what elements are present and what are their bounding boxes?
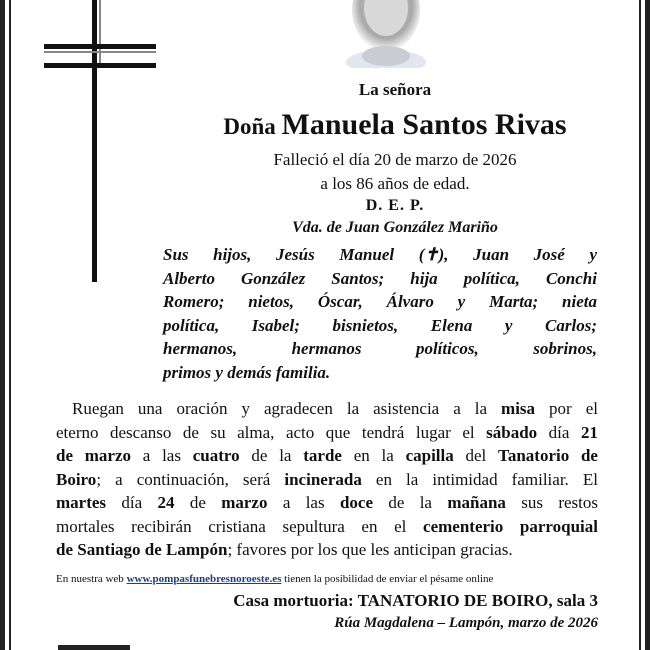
name-prefix: Doña (223, 114, 276, 139)
family-list (163, 243, 597, 384)
body-line: Boiro; a continuación, será incinerada en la intimidad familiar. El (56, 469, 598, 489)
family-line: Alberto González Santos; hija política, Conchi (163, 268, 597, 288)
funeral-home: Casa mortuoria: TANATORIO DE BOIRO, sala 3 (233, 591, 598, 610)
website-link[interactable]: www.pompasfunebresnoroeste.es (126, 573, 282, 585)
portrait-photo (336, 0, 436, 68)
place-date: Rúa Magdalena – Lampón, marzo de 2026 (334, 615, 598, 631)
ceremony-text (56, 397, 598, 562)
age-line: a los 86 años de edad. (320, 174, 470, 193)
body-line: Ruegan una oración y agradecen la asistencia a la misa por el (72, 399, 598, 418)
family-line: política, Isabel; bisnietos, Elena y Carlos; (163, 315, 597, 335)
body-line: de marzo a las cuatro de la tarde en la capilla del Tanatorio de (56, 446, 598, 465)
body-line: de Santiago de Lampón; favores por los que les anticipan gracias. (56, 540, 513, 559)
family-line: Sus hijos, Jesús Manuel (✝), Juan José y (163, 245, 597, 264)
web-notice: En nuestra web www.pompasfunebresnoroeste.es tienen la posibilidad de enviar el pésame online (56, 573, 494, 585)
company-logo (58, 645, 130, 650)
widow-line: Vda. de Juan González Mariño (292, 219, 498, 236)
family-line: Romero; nietos, Óscar, Álvaro y Marta; nieta (163, 292, 597, 311)
deceased-name-line (0, 108, 650, 142)
body-line: eterno descanso de su alma, acto que tendrá lugar el sábado día 21 (56, 422, 598, 442)
family-line: primos y demás familia. (163, 362, 331, 382)
death-date: Falleció el día 20 de marzo de 2026 (273, 150, 517, 169)
body-line: mortales recibirán cristiana sepultura en el cementerio parroquial (56, 516, 598, 536)
deceased-name: Manuela Santos Rivas (281, 108, 567, 141)
rest-in-peace: D. E. P. (365, 197, 425, 214)
family-line: hermanos, hermanos políticos, sobrinos, (163, 339, 597, 358)
intro-title: La señora (358, 80, 432, 99)
body-line: martes día 24 de marzo a las doce de la mañana sus restos (56, 493, 598, 512)
